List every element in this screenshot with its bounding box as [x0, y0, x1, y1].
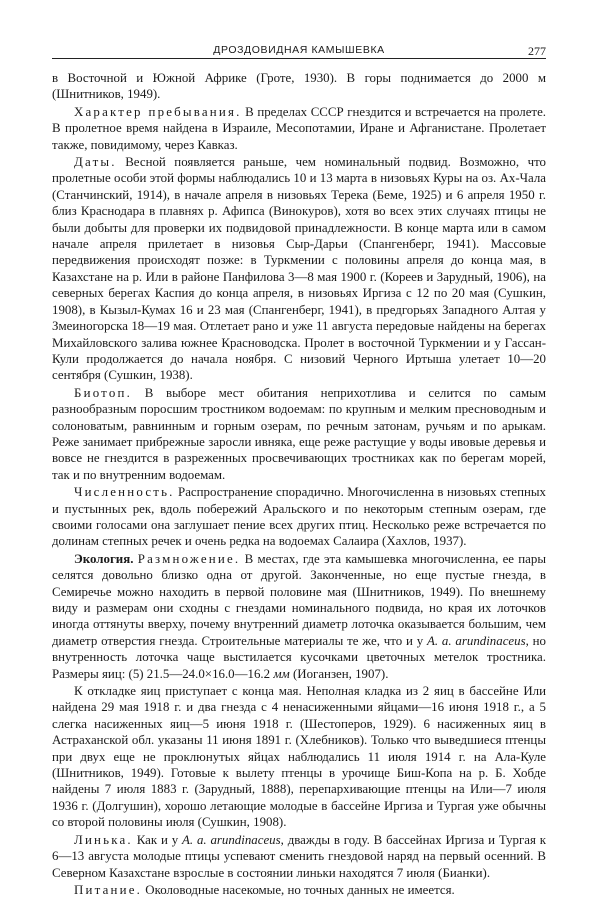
paragraph-text: Весной появляется раньше, чем номинальный подвид. Возможно, что пролетные особи этой формы наблюдались 10 и 13 марта в низовьях Куры на оз. Ах-Чала (Станчинский, 1914), в начале апреля в низовьях Терека (Беме, 1925) и 6 апреля 1950 г. близ Краснодара в плавнях р. Афипса (Винокуров), хотя во всех этих случаях птицы не были добыты для проверки их подвидовой принадлежности. В конце марта или в самом начале апреля прилетает в низовья Сыр-Дарьи (Спангенберг, 1941). Массовые передвижения происходят позже: в Туркмении с половины апреля до конца мая, в Казахстане на р. Или в районе Панфилова 3—8 мая 1900 г. (Кореев и Зарудный, 1906), на северных берегах Каспия до конца апреля, в низовьях Иргиза с 12 по 20 мая (Сушкин, 1908), в Кызыл-Кумах 16 и 23 мая (Спангенберг, 1941), в предгорьях Западного Алтая у Змеиногорска 18—19 мая. Отлетает рано и уже 11 августа передовые найдены на берегах Михайловского залива южнее Красноводска. Пролет в восточной Туркмении и у Гассан-Кули продолжается до начала ноября. С низовий Черного Иртыша улетает 10—20 сентября (Сушкин, 1938).	[52, 155, 546, 383]
section-label-dates: Даты.	[74, 155, 117, 170]
body-text	[52, 70, 546, 899]
section-label-food: Питание.	[74, 882, 143, 897]
unit-label: мм	[273, 666, 290, 681]
paragraph-text: , но внутренность лоточка чаще выстилается кусочками цветочных метелок тростника. Размеры яиц: (5) 21.5—24.0×16.0—16.2	[52, 633, 546, 681]
section-label-character: Характер пребывания.	[74, 104, 242, 119]
section-label-biotope: Биотоп.	[74, 385, 133, 400]
paragraph-text: В местах, где эта камышевка многочисленна, ее пары селятся довольно близко одна от другой. Законченные, но еще пустые гнезда, в Семиречье можно находить в первой половине мая (Шнитников, 1949). По внешнему виду и размерам они сходны с гнездами номинального подвида, но края их лоточков иногда оттянуты вверху, почему внутренний диаметр лоточка оказывается большим, чем диаметр отверстия гнезда. Строительные материалы те же, что и у	[52, 551, 547, 648]
paragraph-text: В пределах СССР гнездится и встречается на пролете. В пролетное время найдена в Израиле, Месопотамии, Иране и Афганистане. Пролетает также, повидимому, через Кавказ.	[52, 104, 547, 152]
page-number: 277	[528, 44, 546, 58]
paragraph-dates	[52, 154, 546, 384]
paragraph-text: Как и у	[132, 832, 182, 847]
section-label-numbers: Численность.	[74, 485, 175, 500]
paragraph-food	[52, 882, 546, 898]
paragraph-text: Околоводные насекомые, но точных данных не имеется.	[142, 882, 455, 897]
paragraph-text: Распространение спорадично. Многочисленна в низовьях степных и пустынных рек, вдоль побережий Аральского и по некоторым степным озерам, где своими голосами она заглушает пение всех других птиц. Несколько реже встречается по долинам степных речек и очень редка на водоемах Салаира (Хахлов, 1937).	[52, 485, 546, 549]
section-label-moult: Линька.	[74, 832, 133, 847]
paragraph-moult	[52, 832, 546, 881]
paragraph-numbers	[52, 484, 546, 550]
paragraph-intro: в Восточной и Южной Африке (Гроте, 1930). В горы поднимается до 2000 м (Шнитников, 1949).	[52, 71, 546, 102]
paragraph-laying: К откладке яиц приступает с конца мая. Неполная кладка из 2 яиц в бассейне Или найдена 29 мая 1918 г. и два гнезда с 4 ненасиженными яйцами—16 июня 1918 г., а 5 слегка насиженных яиц—5 июня 1918 г. (Шестоперов, 1929). 6 насиженных яиц в Астраханской обл. указаны 11 июня 1891 г. (Хлебников). Только что выведшиеся птенцы при двух еще не проклюнутых яйцах наблюдались 11 июля 1914 г. на Ала-Куле (Шнитников, 1949). Готовые к вылету птенцы в урочище Биш-Копа на р. Б. Хобде найдены 7 июля 1883 г. (Зарудный, 1888), перепархивающие птенцы на Или—7 июля 1936 г. (Долгушин), хорошо летающие молодые в бассейне Иргиза и Тургая уже обычны со второй половины июля (Сушкин, 1908).	[52, 684, 546, 830]
paragraph-text: В выборе мест обитания неприхотлива и селится по самым разнообразным поросшим тростником водоемам: по крупным и мелким пресноводным и солоноватым, равнинным и горным озерам, по речным затонам, ручьям и по арыкам. Реже занимает прибрежные заросли ивняка, еще реже растущие у воды ивовые деревья и вовсе не гнездится в разреженных просвечивающих тростниках как по берегам морей, так и по внутренним водоемам.	[52, 385, 546, 482]
paragraph-biotope	[52, 385, 546, 483]
section-heading-ecology: Экология.	[74, 551, 134, 566]
running-head	[52, 44, 546, 59]
paragraph-text: (Иоганзен, 1907).	[289, 666, 389, 681]
section-label-breeding: Размножение.	[137, 551, 241, 566]
paragraph-ecology	[52, 551, 546, 682]
running-title: ДРОЗДОВИДНАЯ КАМЫШЕВКА	[213, 44, 385, 56]
species-name: A. a. arundinaceus	[182, 832, 281, 847]
paragraph-text: , дважды в году. В бассейнах Иргиза и Тургая к 6—13 августа молодые птицы успевают сменить гнездовой наряд на первый осенний. В Северном Казахстане взрослые в состоянии линьки находятся 7 июля (Бианки).	[52, 832, 547, 880]
species-name: A. a. arundinaceus	[427, 633, 526, 648]
paragraph-character	[52, 104, 546, 153]
